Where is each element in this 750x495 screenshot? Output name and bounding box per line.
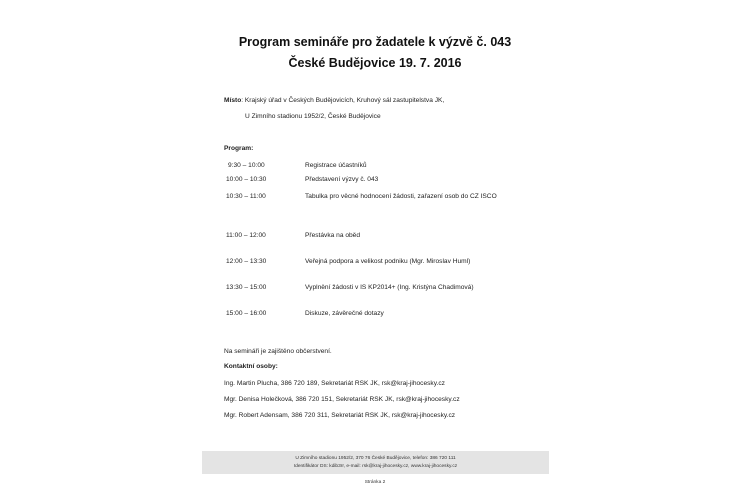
page-number: Stránka 2 [364, 480, 386, 485]
program-time: 10:30 – 11:00 [226, 193, 266, 200]
program-time: 10:00 – 10:30 [226, 176, 267, 183]
contact-person: Mgr. Robert Adensam, 386 720 311, Sekretariát RSK JK, rsk@kraj-jihocesky.cz [224, 412, 456, 419]
program-time: 12:00 – 13:30 [226, 258, 267, 265]
program-desc: Veřejná podpora a velikost podniku (Mgr. Miroslav Huml) [305, 258, 471, 265]
program-desc: Tabulka pro věcné hodnocení žádosti, zařazení osob do CZ ISCO [305, 193, 497, 200]
program-time: 13:30 – 15:00 [226, 284, 267, 291]
refreshment-note: Na semináři je zajištěno občerstvení. [224, 348, 332, 355]
location-text: : Krajský úřad v Českých Budějovicích, Kruhový sál zastupitelstva JK, [241, 97, 445, 104]
program-desc: Přestávka na oběd [305, 232, 360, 239]
footer-address: U Zimního stadionu 1952/2, 370 76 České Budějovice, telefon: 386 720 111 [295, 456, 456, 461]
contacts-heading: Kontaktní osoby: [224, 363, 278, 370]
program-heading: Program: [224, 145, 254, 152]
program-desc: Vyplnění žádosti v IS KP2014+ (Ing. Kristýna Chadimová) [305, 284, 474, 291]
program-time: 9:30 – 10:00 [228, 162, 265, 169]
contact-person: Ing. Martin Plucha, 386 720 189, Sekretariát RSK JK, rsk@kraj-jihocesky.cz [224, 380, 445, 387]
program-time: 15:00 – 16:00 [226, 310, 267, 317]
document-subtitle: České Budějovice 19. 7. 2016 [288, 56, 462, 70]
location-label: Místo [224, 97, 242, 104]
footer-bar [202, 451, 549, 474]
contact-person: Mgr. Denisa Holečková, 386 720 151, Sekretariát RSK JK, rsk@kraj-jihocesky.cz [224, 396, 460, 403]
document-title: Program semináře pro žadatele k výzvě č. 043 [238, 35, 512, 49]
program-desc: Představení výzvy č. 043 [305, 176, 379, 183]
footer-contact: Identifikátor DS: kdib3rr, e-mail: rsk@kraj-jihocesky.cz, www.kraj-jihocesky.cz [293, 464, 458, 469]
location-line [224, 97, 444, 104]
location-address: U Zimního stadionu 1952/2, České Budějovice [245, 113, 381, 120]
program-time: 11:00 – 12:00 [226, 232, 266, 239]
program-desc: Registrace účastníků [305, 162, 367, 169]
program-desc: Diskuze, závěrečné dotazy [305, 310, 384, 317]
